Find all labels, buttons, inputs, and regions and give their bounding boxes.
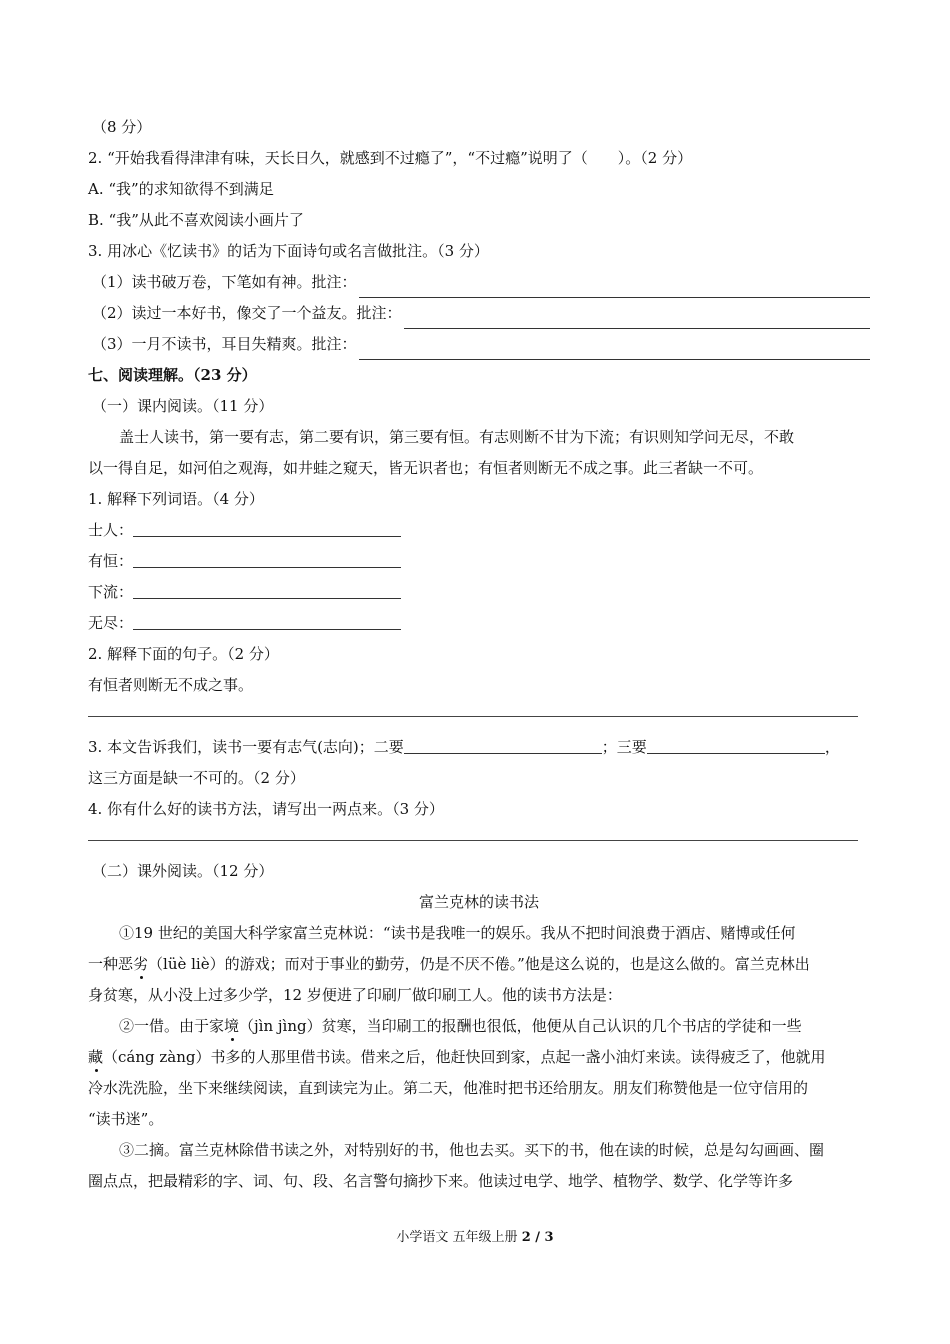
question-2: 2. “开始我看得津津有味，天长日久，就感到不过瘾了”，“不过瘾”说明了（ ）。（2 分） bbox=[88, 149, 693, 167]
passage-1-line-1: 盖士人读书，第一要有志，第二要有识，第三要有恒。有志则断不甘为下流；有识则知学问无尽，不敢 bbox=[119, 428, 795, 446]
article-line-9: 圈点点，把最精彩的字、词、句、段、名言警句摘抄下来。他读过电学、地学、植物学、数学、化学等许多 bbox=[88, 1172, 794, 1190]
article-line-1: ①19 世纪的美国大科学家富兰克林说：“读书是我唯一的娱乐。我从不把时间浪费于酒店、赌博或任何 bbox=[119, 924, 796, 942]
q3-text-c: ， bbox=[824, 738, 840, 756]
dotted-char-cang: 藏 bbox=[88, 1048, 104, 1066]
option-a: A. “我”的求知欲得不到满足 bbox=[88, 180, 274, 198]
article-title: 富兰克林的读书法 bbox=[418, 893, 539, 911]
answer-line-q4[interactable] bbox=[88, 839, 858, 841]
word-blank-2[interactable] bbox=[133, 549, 401, 568]
word-row-1 bbox=[88, 515, 870, 546]
annotation-label-1: （1）读书破万卷，下笔如有神。批注： bbox=[92, 273, 357, 291]
word-blank-1[interactable] bbox=[133, 518, 401, 537]
part-1-question-3 bbox=[88, 732, 870, 763]
article-line-5-post: （cáng zàng）书多的人那里借书读。借来之后，他赶快回到家，点起一盏小油灯来读。读得疲乏了，他就用 bbox=[103, 1048, 826, 1066]
article-line-8: ③二摘。富兰克林除借书读之外，对特别好的书，他也去买。买下的书，他在读的时候，总是勾勾画画、圈 bbox=[119, 1141, 825, 1159]
sentence-to-explain: 有恒者则断无不成之事。 bbox=[88, 676, 254, 694]
annotation-blank-3[interactable] bbox=[359, 341, 870, 360]
annotation-row-3 bbox=[88, 329, 870, 360]
article-line-4-pre: ②一借。由于家 bbox=[119, 1017, 225, 1035]
dotted-char-jing: 境 bbox=[224, 1017, 240, 1035]
annotation-label-3: （3）一月不读书，耳目失精爽。批注： bbox=[92, 335, 357, 353]
word-row-2 bbox=[88, 546, 870, 577]
word-label-3: 下流： bbox=[88, 583, 134, 601]
page-number: 2 / 3 bbox=[521, 1230, 554, 1245]
word-blank-3[interactable] bbox=[133, 580, 401, 599]
q3-blank-2[interactable] bbox=[404, 735, 602, 754]
part-2-heading: （二）课外阅读。（12 分） bbox=[92, 862, 274, 880]
part-1-question-4: 4. 你有什么好的读书方法，请写出一两点来。（3 分） bbox=[88, 800, 444, 818]
word-label-1: 士人： bbox=[88, 521, 134, 539]
word-blank-4[interactable] bbox=[133, 611, 401, 630]
score-note: （8 分） bbox=[92, 118, 152, 136]
word-label-4: 无尽： bbox=[88, 614, 134, 632]
footer-text: 小学语文 五年级上册 bbox=[396, 1230, 522, 1245]
part-1-question-3-end: 这三方面是缺一不可的。（2 分） bbox=[88, 769, 305, 787]
word-label-2: 有恒： bbox=[88, 552, 134, 570]
word-row-4 bbox=[88, 608, 870, 639]
annotation-blank-2[interactable] bbox=[404, 310, 870, 329]
annotation-blank-1[interactable] bbox=[359, 279, 870, 298]
q3-blank-3[interactable] bbox=[647, 735, 825, 754]
part-1-question-2: 2. 解释下面的句子。（2 分） bbox=[88, 645, 279, 663]
article-line-2-pre: 一种恶 bbox=[88, 955, 134, 973]
option-b: B. “我”从此不喜欢阅读小画片了 bbox=[88, 211, 304, 229]
article-line-2 bbox=[88, 949, 870, 980]
article-line-7: “读书迷”。 bbox=[88, 1110, 164, 1128]
part-1-heading: （一）课内阅读。（11 分） bbox=[92, 397, 274, 415]
annotation-row-2 bbox=[88, 298, 870, 329]
annotation-label-2: （2）读过一本好书，像交了一个益友。批注： bbox=[92, 304, 402, 322]
word-row-3 bbox=[88, 577, 870, 608]
article-line-4-post: （jìn jìng）贫寒，当印刷工的报酬也很低，他便从自己认识的几个书店的学徒和一些 bbox=[239, 1017, 802, 1035]
dotted-char-lie: 劣 bbox=[133, 955, 149, 973]
article-line-5 bbox=[88, 1042, 870, 1073]
passage-1-line-2: 以一得自足，如河伯之观海，如井蛙之窥天，皆无识者也；有恒者则断无不成之事。此三者缺一不可。 bbox=[88, 459, 764, 477]
article-line-3: 身贫寒，从小没上过多少学，12 岁便进了印刷厂做印刷工人。他的读书方法是： bbox=[88, 986, 622, 1004]
part-1-question-1: 1. 解释下列词语。（4 分） bbox=[88, 490, 264, 508]
article-line-2-post: （lüè liè）的游戏；而对于事业的勤劳，仍是不厌不倦。”他是这么说的，也是这么做的。富兰克林出 bbox=[148, 955, 810, 973]
answer-line-q2[interactable] bbox=[88, 715, 858, 717]
question-3: 3. 用冰心《忆读书》的话为下面诗句或名言做批注。（3 分） bbox=[88, 242, 489, 260]
article-line-4 bbox=[88, 1011, 870, 1042]
exam-page bbox=[88, 112, 870, 1197]
q3-text-a: 3. 本文告诉我们，读书一要有志气(志向)；二要 bbox=[88, 738, 404, 756]
annotation-row-1 bbox=[88, 267, 870, 298]
q3-text-b: ；三要 bbox=[601, 738, 647, 756]
page-footer bbox=[0, 1226, 950, 1245]
section-7-heading: 七、阅读理解。（23 分） bbox=[88, 366, 257, 384]
article-line-6: 冷水洗洗脸，坐下来继续阅读，直到读完为止。第二天，他准时把书还给朋友。朋友们称赞他是一位守信用的 bbox=[88, 1079, 809, 1097]
